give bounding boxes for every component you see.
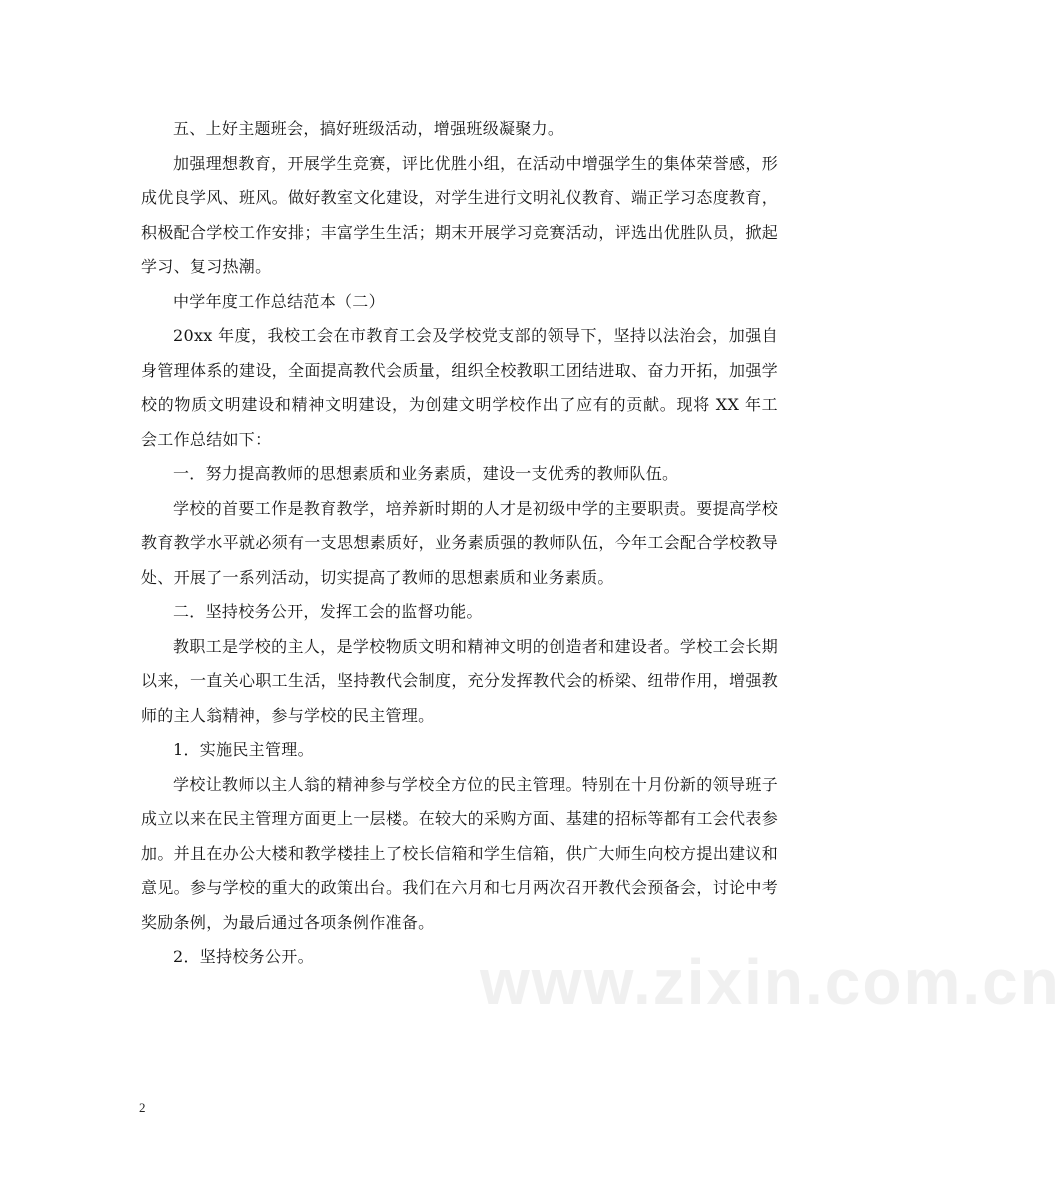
body-paragraph: 教职工是学校的主人，是学校物质文明和精神文明的创造者和建设者。学校工会长期以来，一直关心职工生活，坚持教代会制度，充分发挥教代会的桥梁、纽带作用，增强教师的主人翁精神，参与学校的民主管理。 <box>141 636 778 725</box>
subsection-heading-2: 2．坚持校务公开。 <box>173 947 314 966</box>
body-paragraph: 学校让教师以主人翁的精神参与学校全方位的民主管理。特别在十月份新的领导班子成立以来在民主管理方面更上一层楼。在较大的采购方面、基建的招标等都有工会代表参加。并且在办公大楼和教学楼挂上了校长信箱和学生信箱，供广大师生向校方提出建议和意见。参与学校的重大的政策出台。我们在六月和七月两次召开教代会预备会，讨论中考奖励条例，为最后通过各项条例作准备。 <box>141 774 778 932</box>
watermark: www.zixin.com.cn <box>480 946 1061 1018</box>
body-paragraph: 学校的首要工作是教育教学，培养新时期的人才是初级中学的主要职责。要提高学校教育教学水平就必须有一支思想素质好，业务素质强的教师队伍，今年工会配合学校教导处、开展了一系列活动，切实提高了教师的思想素质和业务素质。 <box>141 498 778 587</box>
body-paragraph: 20xx 年度，我校工会在市教育工会及学校党支部的领导下，坚持以法治会，加强自身管理体系的建设，全面提高教代会质量，组织全校教职工团结进取、奋力开拓，加强学校的物质文明建设和精神文明建设，为创建文明学校作出了应有的贡献。现将 XX 年工会工作总结如下： <box>141 326 778 449</box>
section-heading-two: 二．坚持校务公开，发挥工会的监督功能。 <box>173 602 483 621</box>
page-number: 2 <box>139 1100 146 1115</box>
document-body <box>141 112 778 975</box>
section-heading-one: 一．努力提高教师的思想素质和业务素质，建设一支优秀的教师队伍。 <box>173 464 679 483</box>
section-heading-five: 五、上好主题班会，搞好班级活动，增强班级凝聚力。 <box>173 119 565 138</box>
document-subtitle: 中学年度工作总结范本（二） <box>173 291 385 311</box>
body-paragraph: 加强理想教育，开展学生竞赛，评比优胜小组，在活动中增强学生的集体荣誉感，形成优良学风、班风。做好教室文化建设，对学生进行文明礼仪教育、端正学习态度教育，积极配合学校工作安排；丰富学生生活；期末开展学习竞赛活动，评选出优胜队员，掀起学习、复习热潮。 <box>141 153 778 276</box>
subsection-heading-1: 1．实施民主管理。 <box>173 740 314 759</box>
